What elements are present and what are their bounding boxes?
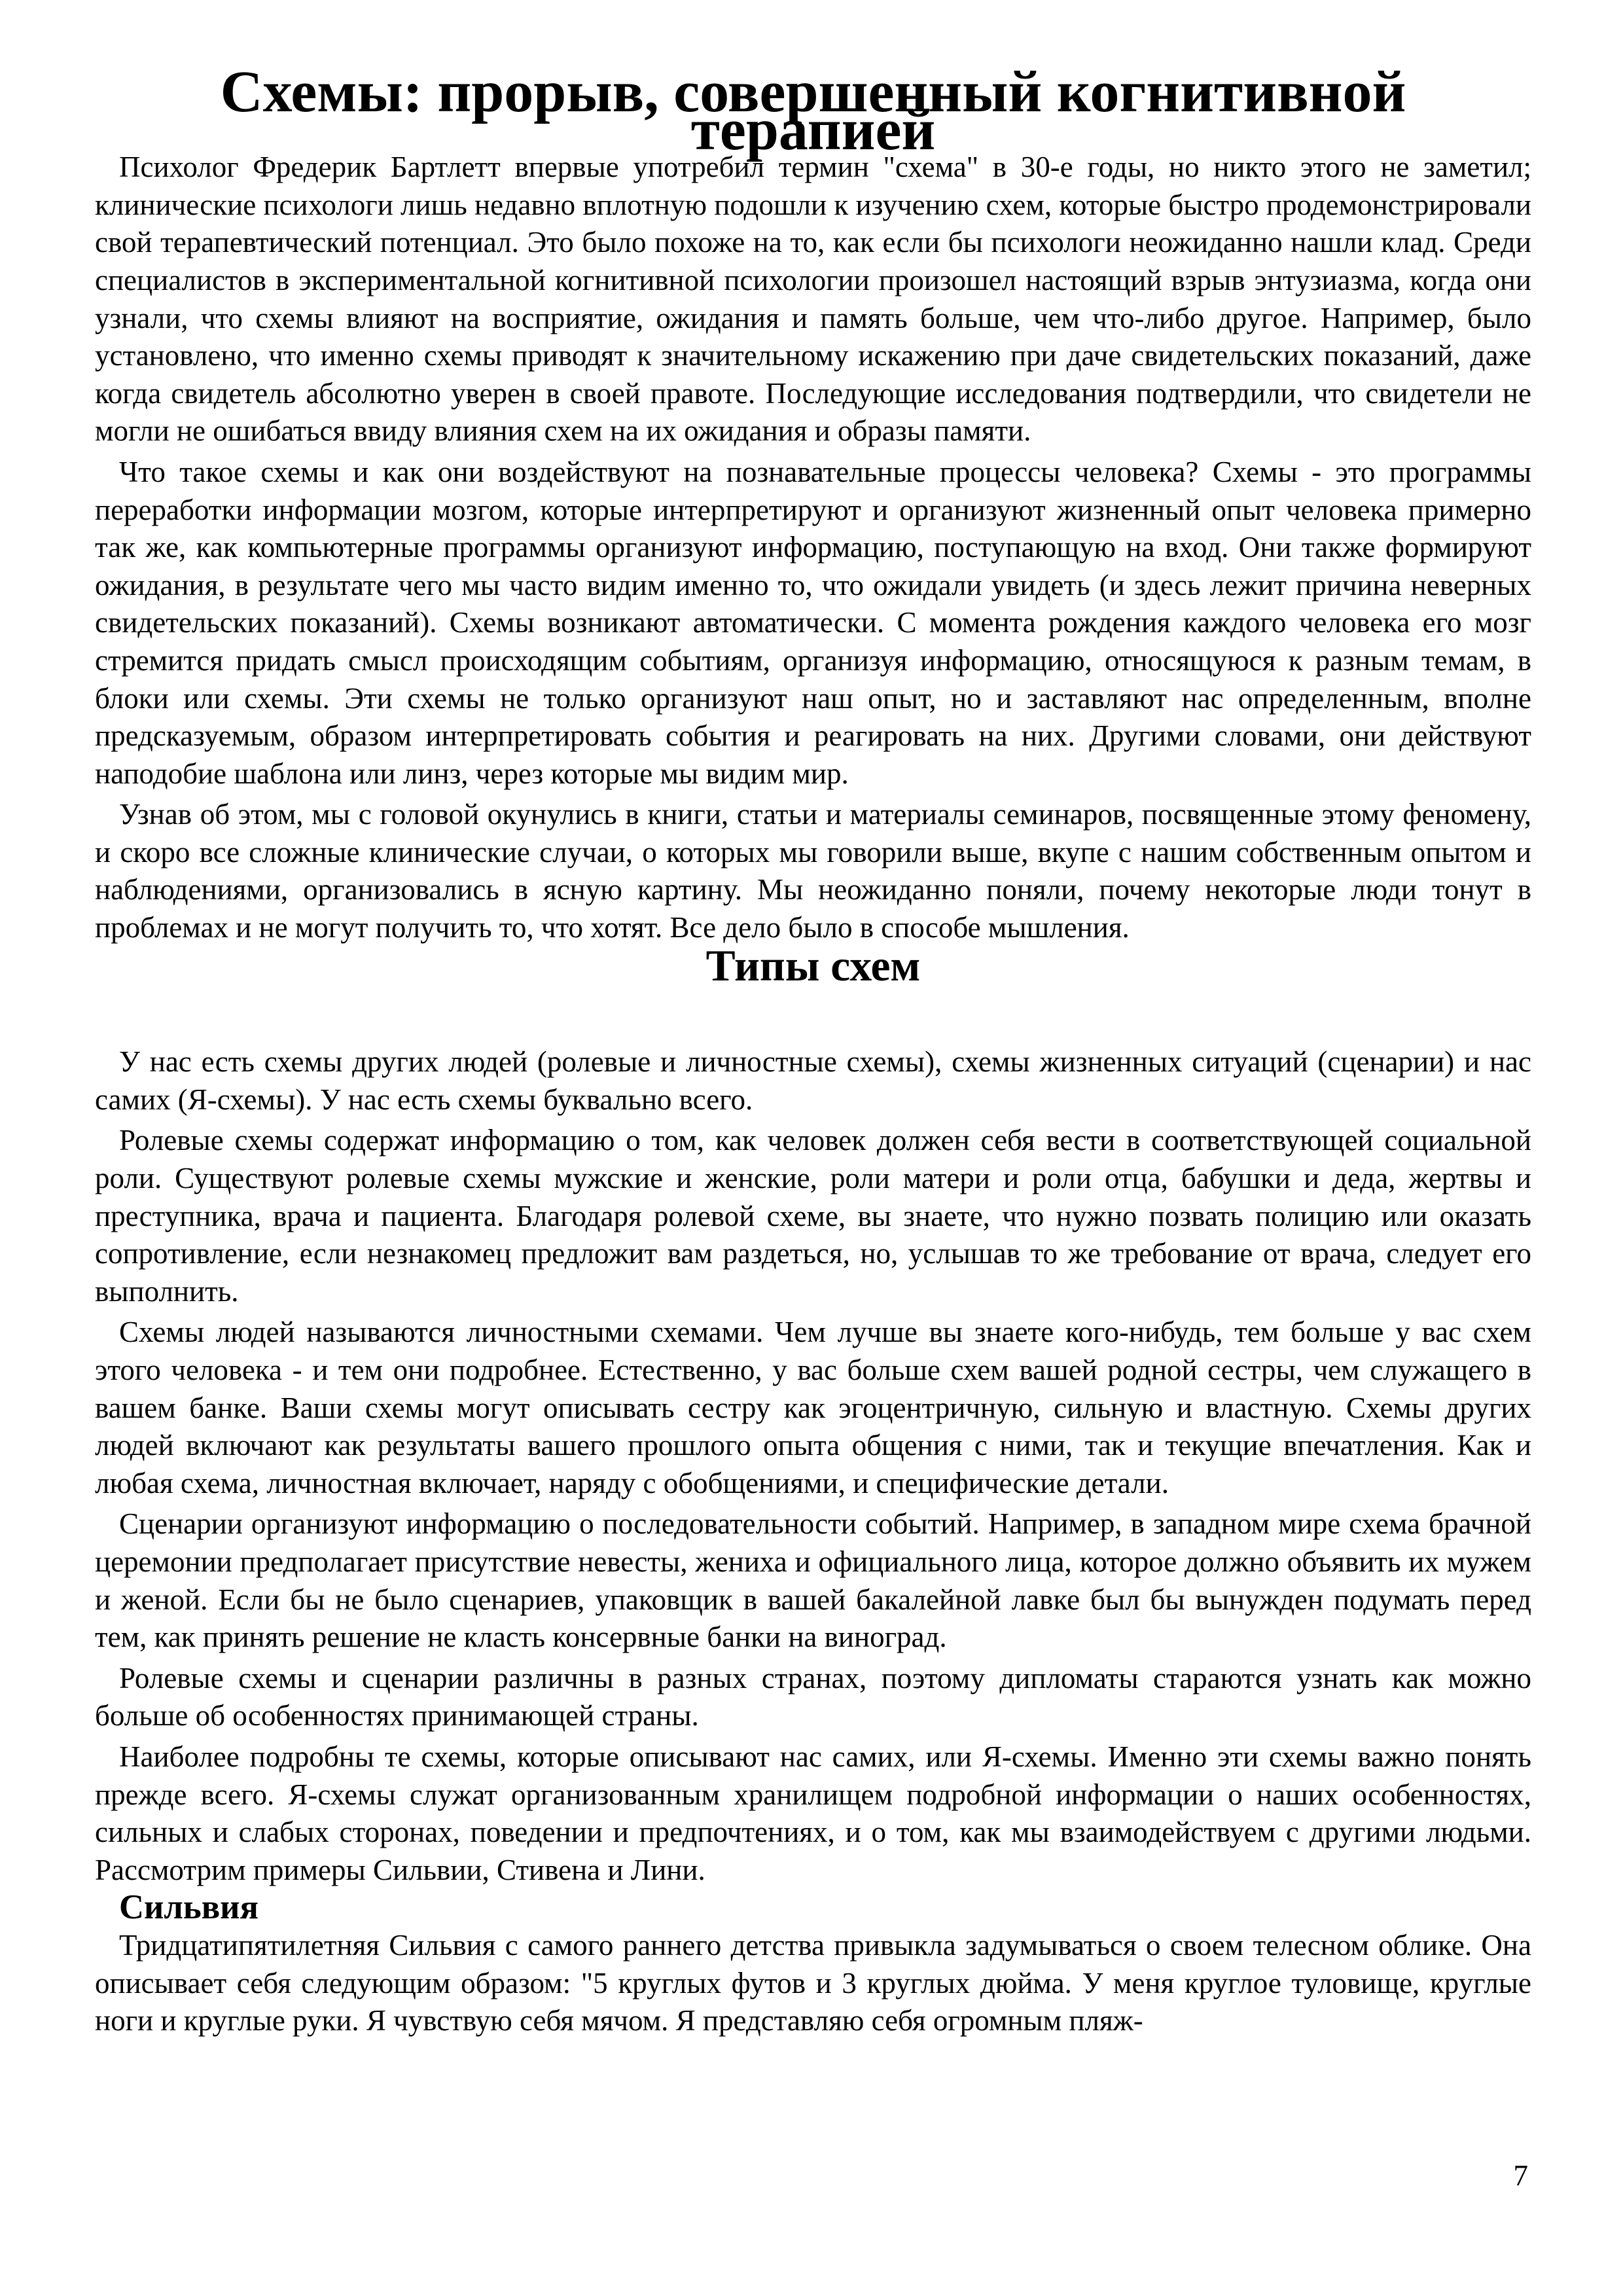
paragraph-role-schemas: Ролевые схемы содержат информацию о том, как человек должен себя вести в соответствующей социальной роли. Существуют ролевые схемы мужские и женские, роли матери и роли отца, бабушки и деда, жертвы и преступника, врача и пациента. Благодаря ролевой схеме, вы знаете, что нужно позвать полицию или оказать сопротивление, если незнакомец предложит вам раздеться, но, услышав то же требование от врача, следует его выполнить. [95,1124,1531,1308]
section-title-schema-types: Типы схем [705,941,921,990]
paragraph-discovery: Узнав об этом, мы с головой окунулись в книги, статьи и материалы семинаров, посвященные этому феномену, и скоро все сложные клинические случаи, о которых мы говорили выше, вкупе с нашим собственным опытом и наблюдениями, организовались в ясную картину. Мы неожиданно поняли, почему некоторые люди тонут в проблемах и не могут получить то, что хотят. Все дело было в способе мышления. [95,798,1531,944]
page-number: 7 [1513,2159,1528,2192]
document-title: Схемы: прорыв, совершенный когнитивной терапией [220,60,1406,162]
case-title-sylvia: Сильвия [119,1888,259,1927]
paragraph-sylvia: Тридцатипятилетняя Сильвия с самого раннего детства привыкла задумываться о своем телесном облике. Она описывает себя следующим образом: "5 круглых футов и 3 круглых дюйма. У меня круглое туловище, круглые ноги и круглые руки. Я чувствую себя мячом. Я представляю себя огромным пляж- [95,1928,1531,2037]
paragraph-scripts: Сценарии организуют информацию о последовательности событий. Например, в западном мире схема брачной церемонии предполагает присутствие невесты, жениха и официального лица, которое должно объявить их мужем и женой. Если бы не было сценариев, упаковщик в вашей бакалейной лавке был бы вынужден подумать перед тем, как принять решение не класть консервные банки на виноград. [95,1507,1531,1654]
section-gap [95,984,1531,1043]
paragraph-what-are-schemas: Что такое схемы и как они воздействуют на познавательные процессы человека? Схемы - это программы переработки информации мозгом, которые интерпретируют и организуют жизненный опыт человека примерно так же, как компьютерные программы организуют информацию, поступающую на вход. Они также формируют ожидания, в результате чего мы часто видим именно то, что ожидали увидеть (и здесь лежит причина неверных свидетельских показаний). Схемы возникают автоматически. С момента рождения каждого человека его мозг стремится придать смысл происходящим событиям, организуя информацию, относящуюся к разным темам, в блоки или схемы. Эти схемы не только организуют наш опыт, но и заставляют нас определенным, вполне предсказуемым, образом интерпретировать события и реагировать на них. Другими словами, они действуют наподобие шаблона или линз, через которые мы видим мир. [95,455,1531,790]
paragraph-diplomats: Ролевые схемы и сценарии различны в разных странах, поэтому дипломаты стараются узнать как можно больше об особенностях принимающей страны. [95,1661,1531,1732]
paragraph-bartlett: Психолог Фредерик Бартлетт впервые употребил термин "схема" в 30-е годы, но никто этого не заметил; клинические психологи лишь недавно вплотную подошли к изучению схем, которые быстро продемонстрировали свой терапевтический потенциал. Это было похоже на то, как если бы психологи неожиданно нашли клад. Среди специалистов в экспериментальной когнитивной психологии произошел настоящий взрыв энтузиазма, когда они узнали, что схемы влияют на восприятие, ожидания и память больше, чем что-либо другое. Например, было установлено, что именно схемы приводят к значительному искажению при даче свидетельских показаний, даже когда свидетель абсолютно уверен в своей правоте. Последующие исследования подтвердили, что свидетели не могли не ошибаться ввиду влияния схем на их ожидания и образы памяти. [95,151,1531,448]
document-page [95,60,1531,2040]
paragraph-schema-kinds: У нас есть схемы других людей (ролевые и личностные схемы), схемы жизненных ситуаций (сценарии) и нас самих (Я-схемы). У нас есть схемы буквально всего. [95,1045,1531,1116]
paragraph-self-schemas: Наиболее подробны те схемы, которые описывают нас самих, или Я-схемы. Именно эти схемы важно понять прежде всего. Я-схемы служат организованным хранилищем подробной информации о наших особенностях, сильных и слабых сторонах, поведении и предпочтениях, и о том, как мы взаимодействуем с другими людьми. Рассмотрим примеры Сильвии, Стивена и Лини. [95,1740,1531,1886]
paragraph-person-schemas: Схемы людей называются личностными схемами. Чем лучше вы знаете кого-нибудь, тем больше у вас схем этого человека - и тем они подробнее. Естественно, у вас больше схем вашей родной сестры, чем служащего в вашем банке. Ваши схемы могут описывать сестру как эгоцентричную, сильную и властную. Схемы других людей включают как результаты вашего прошлого опыта общения с ними, так и текущие впечатления. Как и любая схема, личностная включает, наряду с обобщениями, и специфические детали. [95,1316,1531,1499]
